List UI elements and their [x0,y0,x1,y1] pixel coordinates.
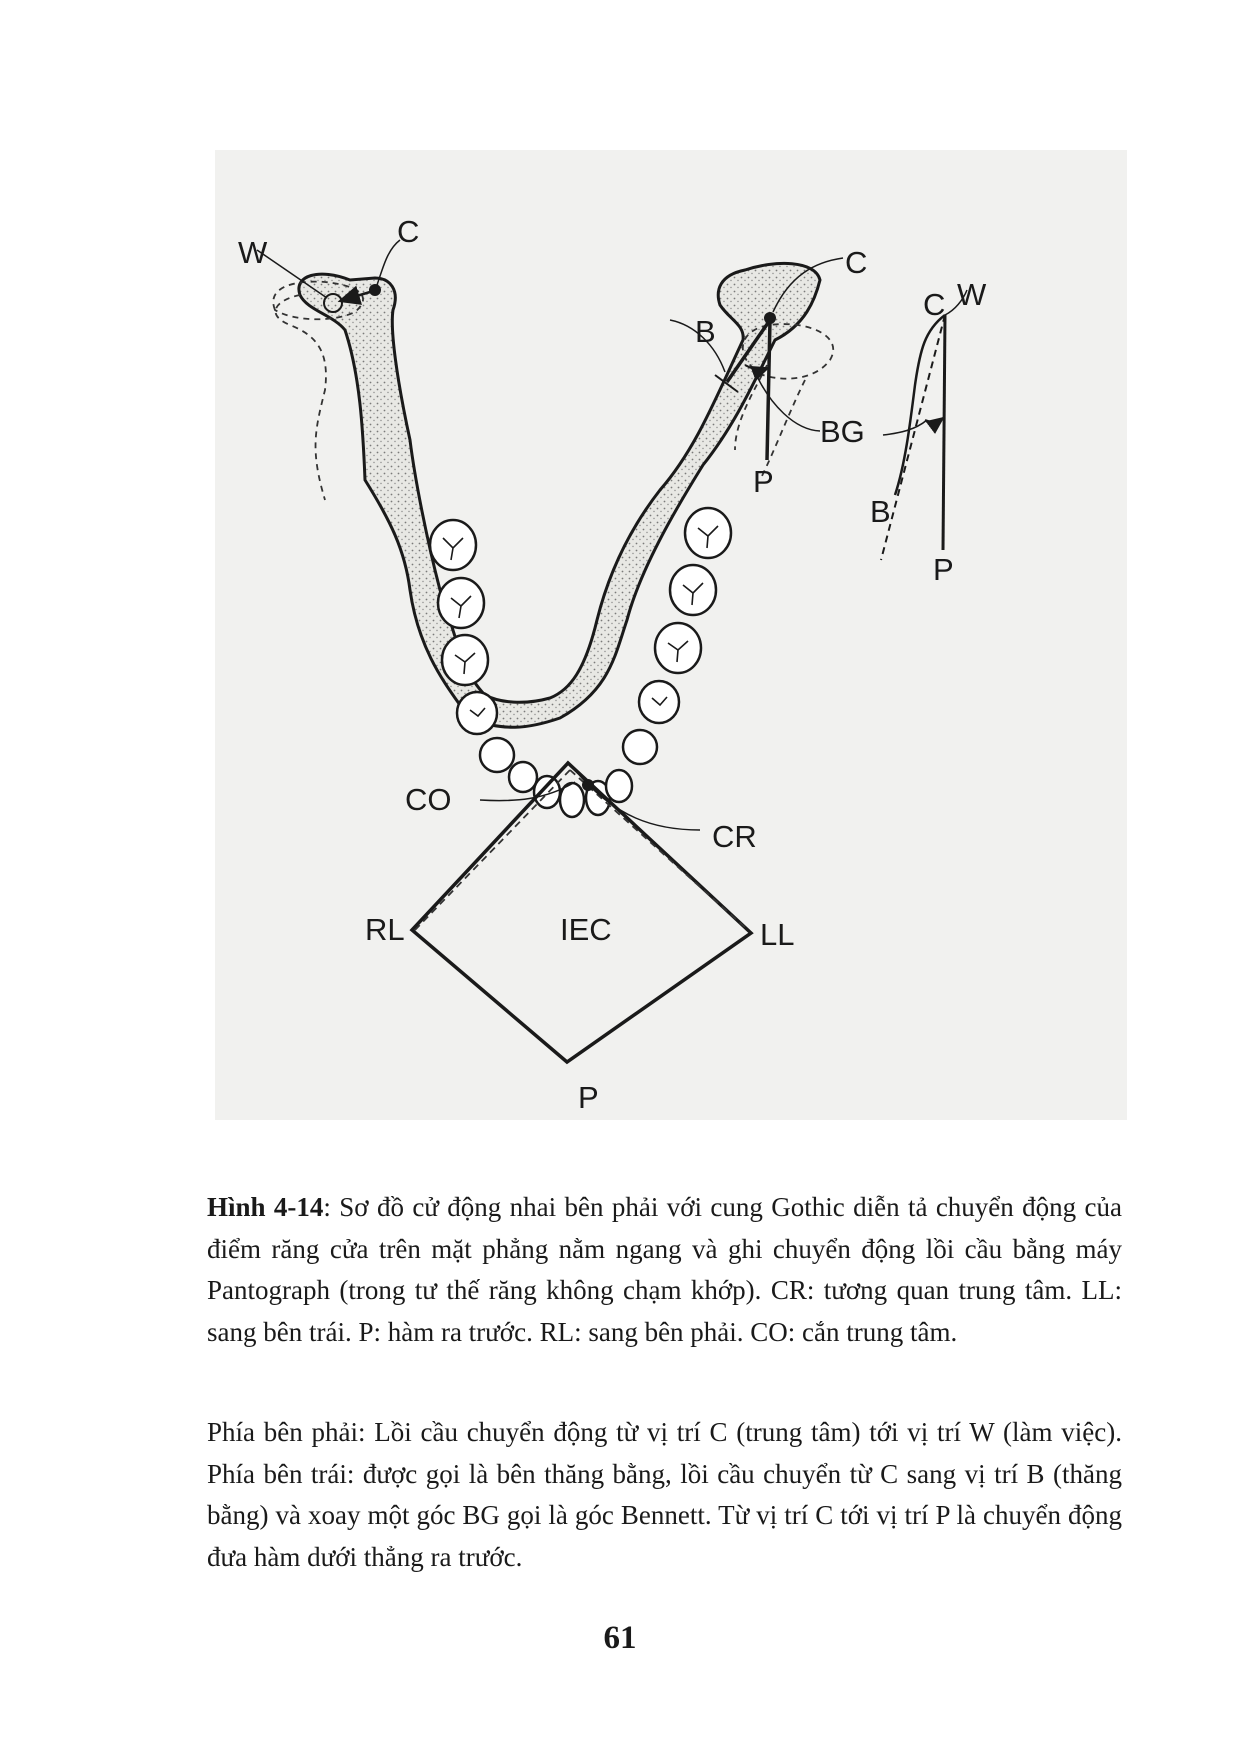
label-w-left: W [238,235,268,270]
label-co: CO [405,782,452,817]
figure-panel [215,150,1127,1120]
label-iec: IEC [560,912,612,947]
mandible-outline [299,263,820,727]
label-cr: CR [712,819,757,854]
label-w-detail: W [957,277,987,312]
label-b-right: B [695,314,716,349]
label-bg: BG [820,414,865,449]
figure-caption [207,1187,1122,1353]
condyle-c-point-left [369,284,381,296]
leader-bg-detail [883,420,927,435]
label-rl: RL [365,912,405,947]
label-p-bottom: P [578,1080,599,1115]
mandible-diagram [215,150,1127,1120]
detail-p-line [943,315,945,550]
label-ll: LL [760,917,795,952]
caption-text: : Sơ đồ cử động nhai bên phải với cung Gothic diễn tả chuyển động của điểm răng cửa trên mặt phẳng nằm ngang và ghi chuyển động lồi cầu bằng máy Pantograph (trong tư thế răng không chạm khớp). CR: tương quan trung tâm. LL: sang bên trái. P: hàm ra trước. RL: sang bên phải. CO: cắn trung tâm. [207,1192,1122,1347]
detail-angle-arc [925,418,943,422]
label-c-left: C [397,214,420,249]
leader-bg [755,372,820,431]
figure-number: Hình 4-14 [207,1192,324,1222]
label-c-right: C [845,245,868,280]
label-p-right: P [753,464,774,499]
label-c-detail: C [923,287,946,322]
page-number: 61 [603,1620,637,1656]
explanation-paragraph: Phía bên phải: Lồi cầu chuyển động từ vị trí C (trung tâm) tới vị trí W (làm việc). Phía bên trái: được gọi là bên thăng bằng, lồi cầu chuyển từ C sang vị trí B (thăng bằng) và xoay một góc BG gọi là góc Bennett. Từ vị trí C tới vị trí P là chuyển động đưa hàm dưới thẳng ra trước. [207,1417,1122,1572]
dashed-outline-left [276,295,326,500]
label-p-detail: P [933,552,954,587]
label-b-detail: B [870,494,891,529]
